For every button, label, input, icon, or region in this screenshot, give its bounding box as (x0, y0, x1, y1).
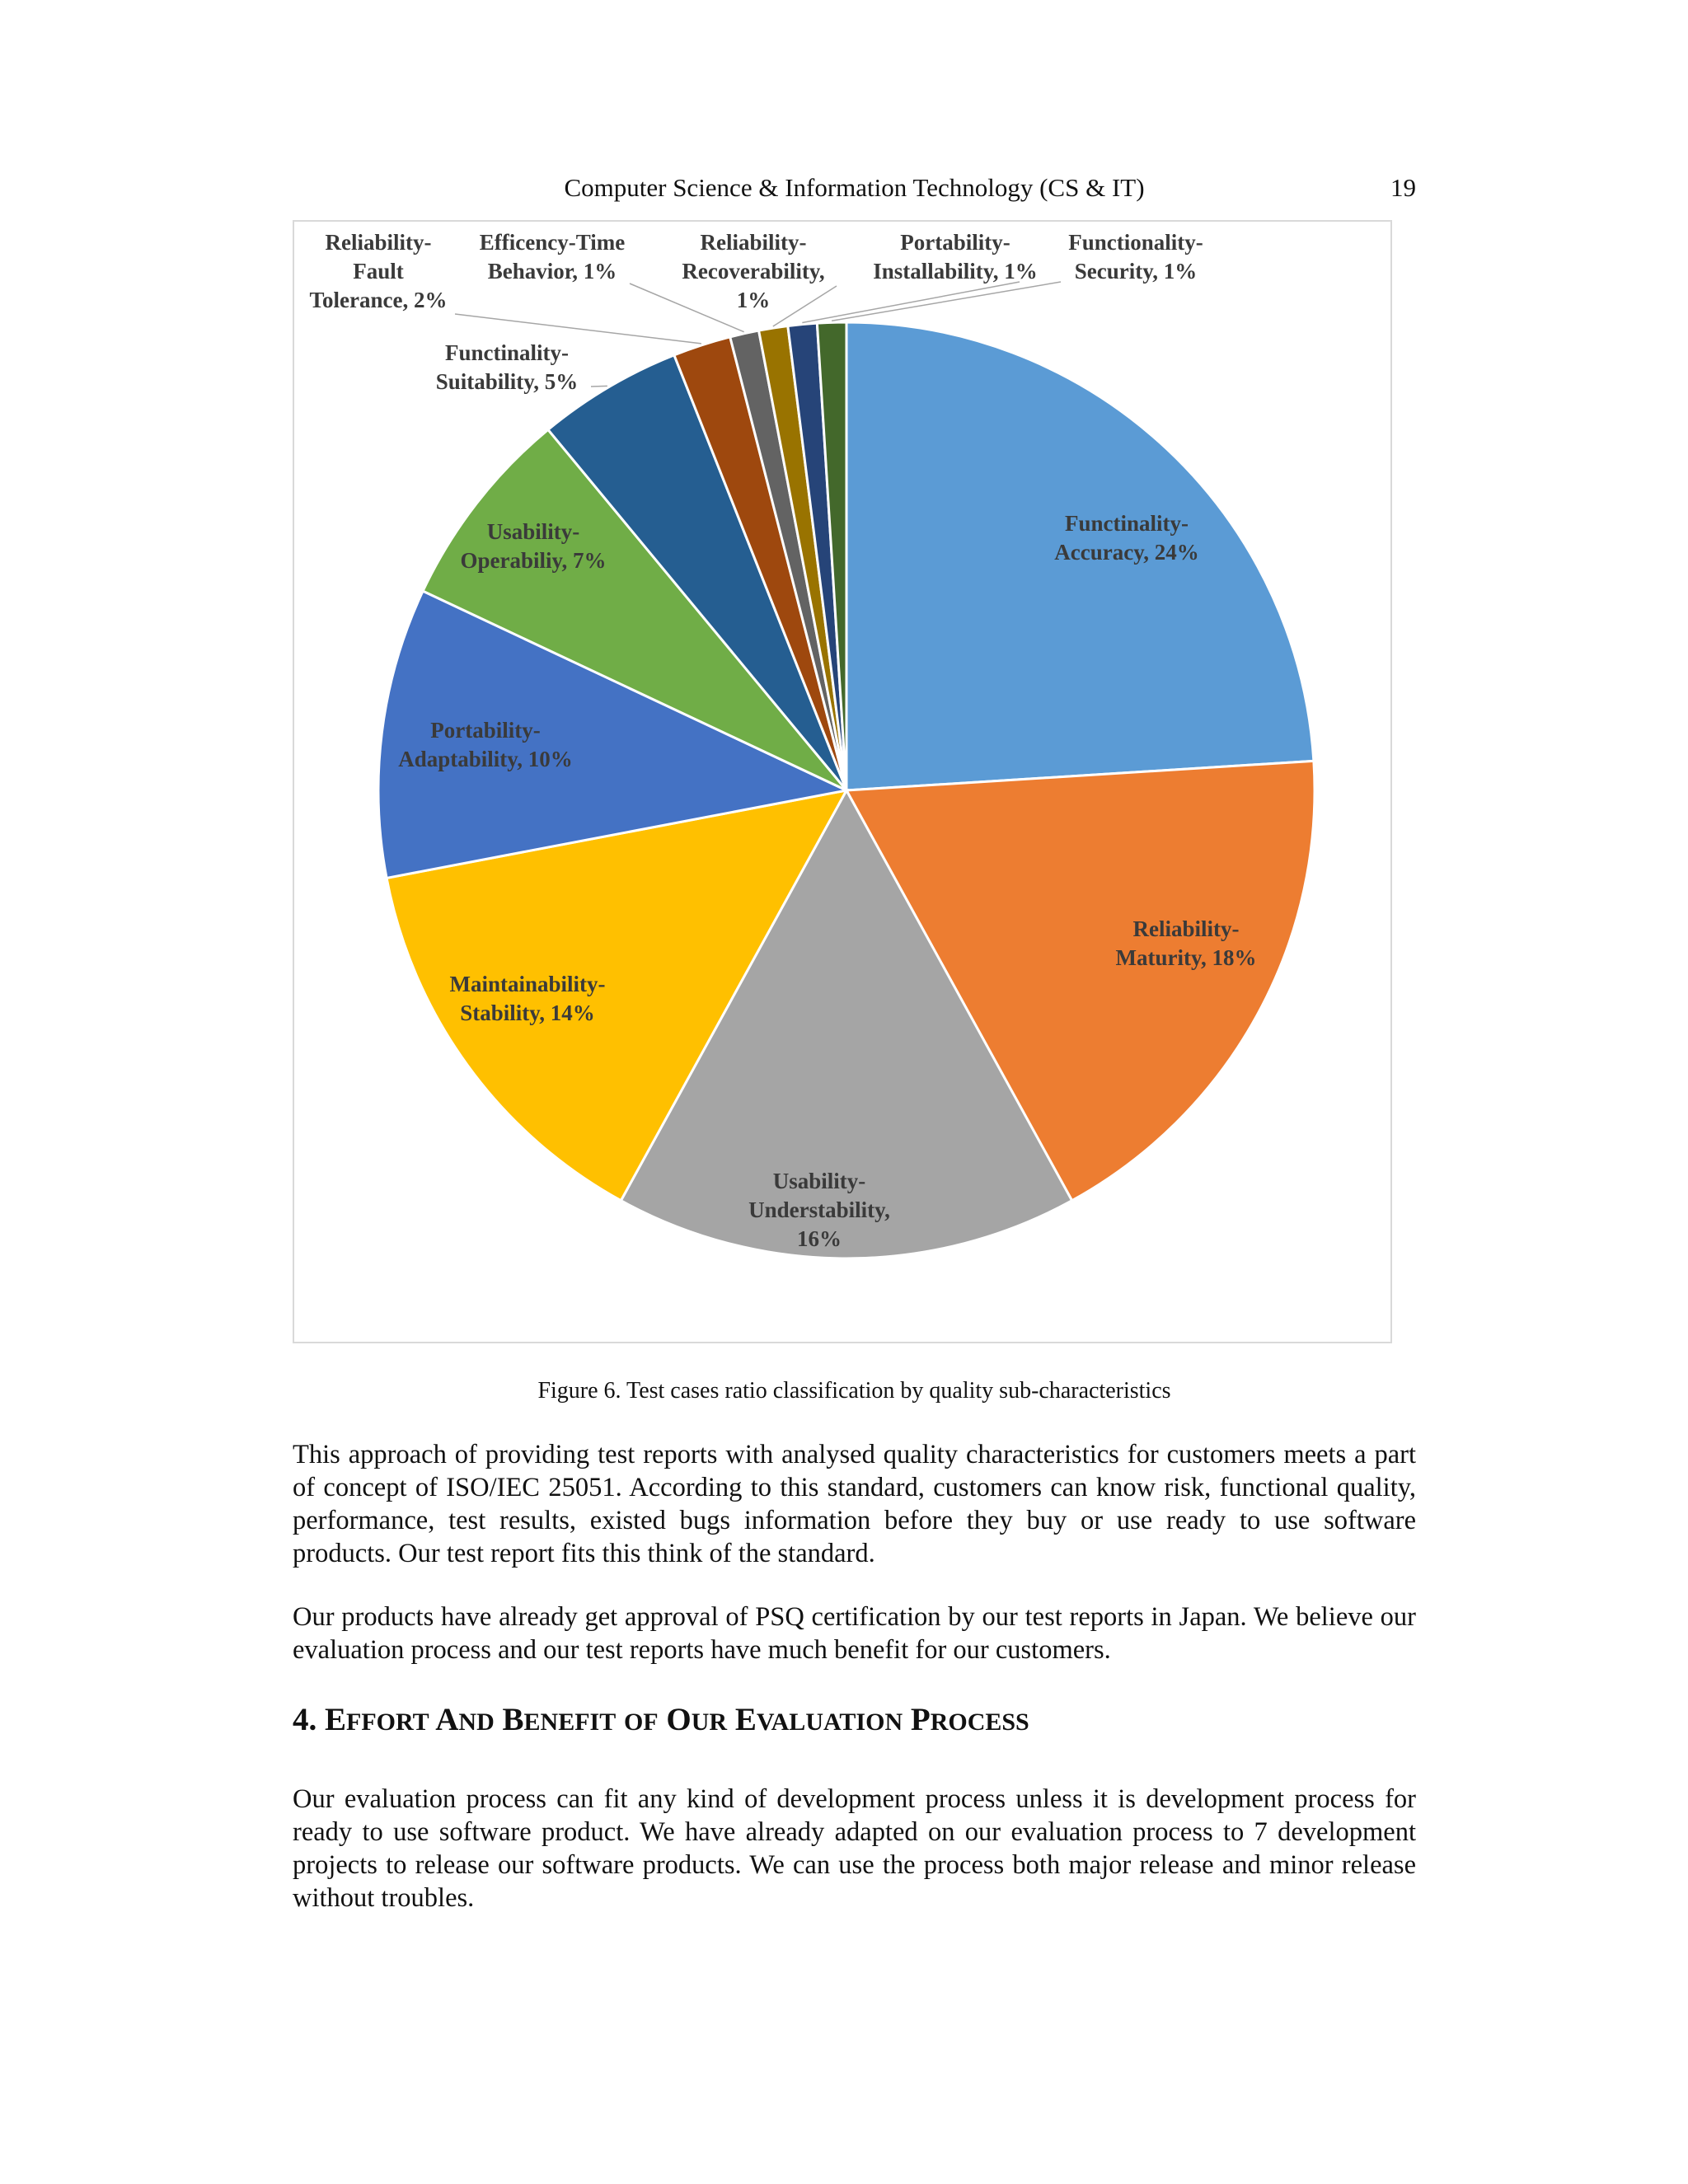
slice-label: Efficency-Time Behavior, 1% (479, 230, 626, 284)
slice-label: Portability-Adaptability, 10% (398, 718, 573, 771)
section-number: 4. (293, 1702, 325, 1737)
leader-line (832, 282, 1061, 321)
section-heading-word: PROCESS (910, 1702, 1029, 1737)
section-heading (293, 1701, 1029, 1738)
slice-label: Usability-Understability, 16% (748, 1169, 890, 1251)
leader-line (630, 284, 744, 332)
section-heading-word: AND (435, 1702, 495, 1737)
leader-line (802, 282, 1020, 323)
pie-chart-figure (293, 220, 1392, 1343)
paragraph-psq-certification: Our products have already get approval of PSQ certification by our test reports in Japan. We believe our evaluation process and our test reports have much benefit for our customers. (293, 1602, 1416, 1665)
section-heading-word: EFFORT (325, 1702, 429, 1737)
slice-label: Reliability-Recoverability, 1% (682, 230, 825, 312)
section-heading-word: EVALUATION (734, 1702, 903, 1737)
section-heading-word: BENEFIT (502, 1702, 617, 1737)
slice-label: Functinality-Suitability, 5% (435, 340, 579, 394)
section-heading-word: OUR (666, 1702, 728, 1737)
pie-chart (294, 222, 1394, 1345)
slice-label: Functionality-Security, 1% (1068, 230, 1203, 284)
figure-caption: Figure 6. Test cases ratio classification by quality sub-characteristics (537, 1378, 1171, 1404)
paragraph-evaluation-process: Our evaluation process can fit any kind of development process unless it is development process for ready to use software product. We have already adapted on our evaluation process to 7 development projects to release our software products. We can use the process both major release and minor release without troubles. (293, 1784, 1416, 1913)
section-heading-word: OF (623, 1708, 659, 1736)
paragraph-iso-25051: This approach of providing test reports with analysed quality characteristics for customers meets a part of concept of ISO/IEC 25051. According to this standard, customers can know risk, functional quality, performance, test results, existed bugs information before they buy or use ready to use software products. Our test report fits this think of the standard. (293, 1440, 1416, 1568)
leader-line (455, 314, 701, 344)
slice-label: Reliability-Fault Tolerance, 2% (309, 230, 448, 312)
slice-label: Usability-Operabiliy, 7% (460, 519, 607, 573)
journal-title: Computer Science & Information Technology (CS & IT) (564, 173, 1145, 202)
slice-label: Functinality-Accuracy, 24% (1054, 511, 1199, 565)
slice-label: Maintainability-Stability, 14% (449, 972, 606, 1025)
slice-label: Portability-Installability, 1% (873, 230, 1038, 284)
running-header (293, 173, 1416, 209)
leader-line (591, 386, 607, 387)
slice-label: Reliability-Maturity, 18% (1115, 916, 1257, 970)
page-number: 19 (1390, 173, 1416, 202)
leader-line (773, 286, 837, 326)
